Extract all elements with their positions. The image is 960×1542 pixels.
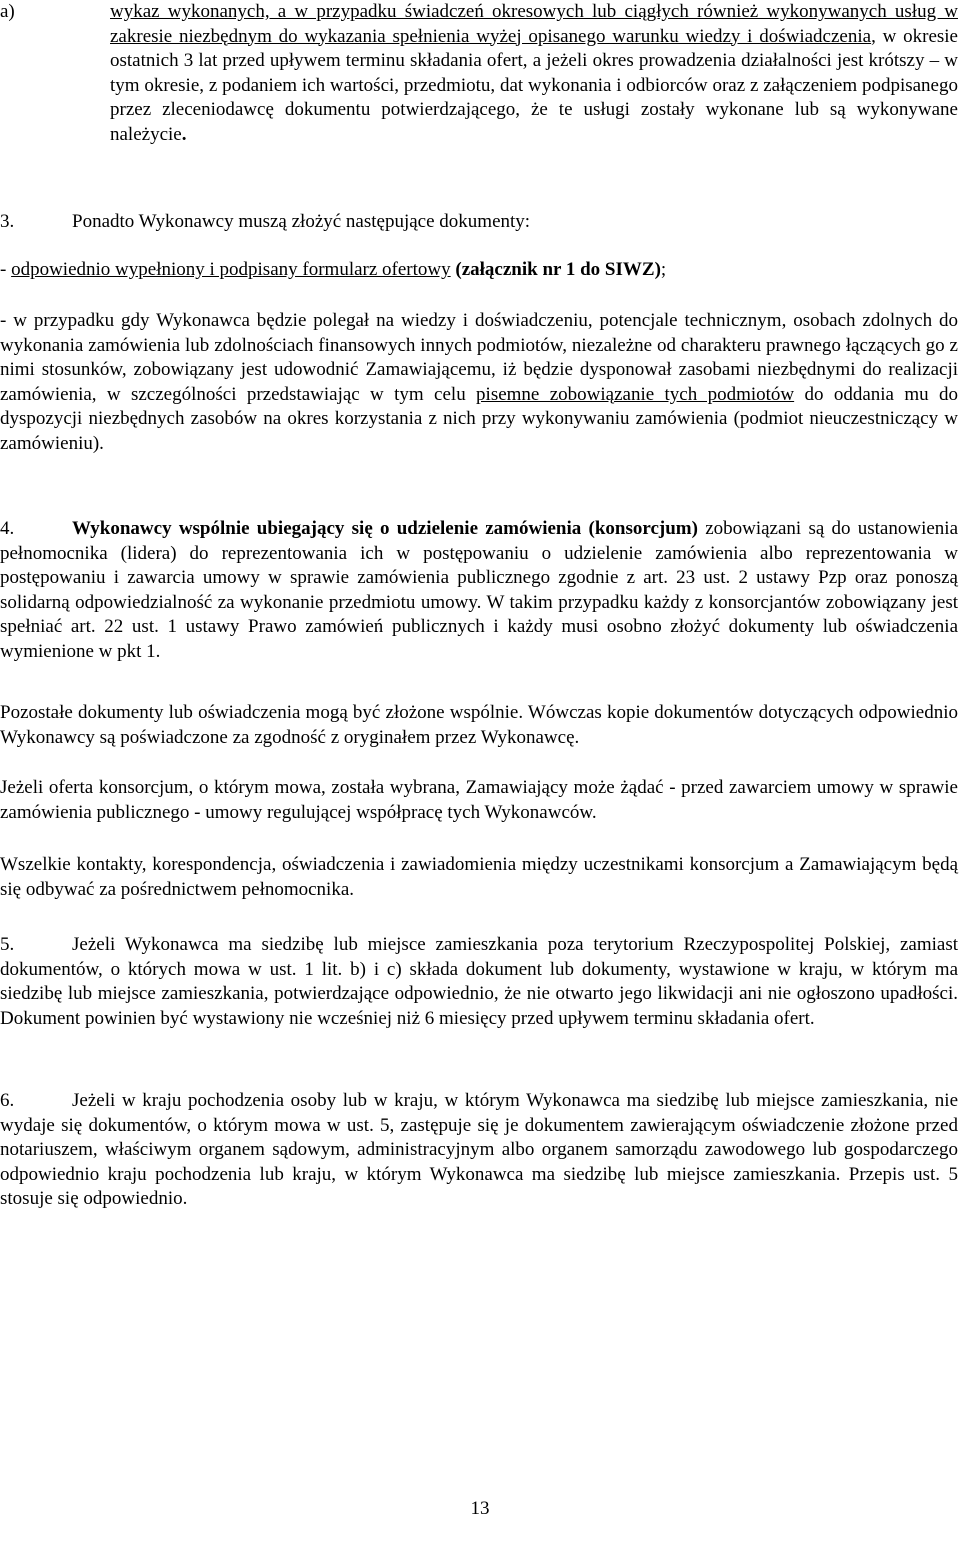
section-5-text (0, 933, 958, 1031)
section-4-bold: Wykonawcy wspólnie ubiegający się o udzielenie zamówienia (konsorcjum) (72, 518, 698, 539)
section-6 (0, 1089, 958, 1212)
item-1-underlined: odpowiednio wypełniony i podpisany formularz ofertowy (11, 259, 451, 280)
section-a-underlined: wykaz wykonanych, a w przypadku świadczeń okresowych lub ciągłych również wykonywanych usług w zakresie niezbędnym do wykazania spełnienia wyżej opisanego warunku wiedzy i doświadczenia (110, 1, 958, 47)
section-5 (0, 933, 958, 1031)
section-6-text (0, 1089, 958, 1212)
item-1-dash: - (0, 259, 12, 280)
section-4-para-3 (0, 776, 958, 825)
section-3-item-1-text (0, 258, 958, 283)
section-3-item-2-text (0, 309, 958, 457)
section-4-para-2-text: Pozostałe dokumenty lub oświadczenia mogą być złożone wspólnie. Wówczas kopie dokumentów dotyczących odpowiednio Wykonawcy są poświadczone za zgodność z oryginałem przez Wykonawcę. (0, 702, 958, 748)
section-3 (0, 210, 958, 235)
section-4-para-3-text: Jeżeli oferta konsorcjum, o którym mowa, została wybrana, Zamawiający może żądać - przed zawarciem umowy w sprawie zamówienia publicznego - umowy regulującej współpracę tych Wykonawców. (0, 777, 958, 823)
item-2-after: do oddania mu do dyspozycji niezbędnych zasobów na okres korzystania z nich przy wykonywaniu zamówienia (podmiot nieuczestniczący w zamówieniu). (0, 383, 958, 454)
section-a (0, 0, 958, 148)
section-4-para-4-text: Wszelkie kontakty, korespondencja, oświadczenia i zawiadomienia między uczestnikami konsorcjum a Zamawiającym będą się odbywać za pośrednictwem pełnomocnika. (0, 854, 958, 900)
item-2-before: - w przypadku gdy Wykonawca będzie polegał na wiedzy i doświadczeniu, potencjale technicznym, osobach zdolnych do wykonania zamówienia lub zdolnościach finansowych innych podmiotów, niezależne od charakteru prawnego łączących go z nimi stosunków, zobowiązany jest udowodnić Zamawiającemu, iż będzie dysponował zasobami niezbędnymi do realizacji zamówienia, w szczególności przedstawiając w tym celu (0, 310, 958, 405)
section-4-para-4 (0, 853, 958, 902)
section-3-number: 3. (0, 211, 15, 232)
section-4-para-1 (0, 517, 958, 665)
section-5-body: Jeżeli Wykonawca ma siedzibę lub miejsce zamieszkania poza terytorium Rzeczypospolitej Polskiej, zamiast dokumentów, o których mowa w ust. 1 lit. b) i c) składa dokument lub dokumenty, wystawione w kraju, w którym ma siedzibę lub miejsce zamieszkania, potwierdzające odpowiednio, że nie otwarto jego likwidacji ani nie ogłoszono upadłości. Dokument powinien być wystawiony nie wcześniej niż 6 miesięcy przed upływem terminu składania ofert. (0, 934, 958, 1029)
section-4-para-2 (0, 701, 958, 750)
section-3-item-1 (0, 258, 958, 283)
section-4-text: zobowiązani są do ustanowienia pełnomocnika (lidera) do reprezentowania ich w postępowaniu o udzielenie zamówienia albo reprezentowania w postępowaniu i zawarcia umowy w sprawie zamówienia publicznego zgodnie z art. 23 ust. 2 ustawy Pzp oraz ponoszą solidarną odpowiedzialność za wykonanie przedmiotu umowy. W takim przypadku każdy z konsorcjantów zobowiązany jest spełniać art. 22 ust. 1 ustawy Prawo zamówień publicznych i każdy musi osobno złożyć dokumenty lub oświadczenia wymienione w pkt 1. (0, 518, 958, 662)
item-2-underlined: pisemne zobowiązanie tych podmiotów (476, 383, 795, 405)
item-1-end: ; (660, 259, 667, 280)
section-a-rest: , w okresie ostatnich 3 lat przed upływem terminu składania ofert, a jeżeli okres prowadzenia działalności jest krótszy – w tym okresie, z podaniem ich wartości, przedmiotu, dat wykonania i odbiorców oraz z załączeniem podpisanego przez zleceniodawcę dokumentu potwierdzającego, że te usługi zostały wykonane lub są wykonywane należycie (110, 25, 958, 145)
section-a-text (110, 0, 958, 148)
section-3-item-2 (0, 309, 958, 457)
section-3-heading-text: Ponadto Wykonawcy muszą złożyć następujące dokumenty: (72, 211, 531, 232)
section-6-body: Jeżeli w kraju pochodzenia osoby lub w kraju, w którym Wykonawca ma siedzibę lub miejsce zamieszkania, nie wydaje się dokumentów, o którym mowa w ust. 5, zastępuje się je dokumentem zawierającym oświadczenie złożone przed notariuszem, właściwym organem sądowym, administracyjnym albo organem samorządu zawodowego lub gospodarczego odpowiednio kraju pochodzenia lub kraju, w którym Wykonawca ma siedzibę lub miejsce zamieszkania. Przepis ust. 5 stosuje się odpowiednio. (0, 1090, 958, 1210)
page-number: 13 (470, 1498, 490, 1519)
section-6-number: 6. (0, 1090, 15, 1111)
section-4 (0, 517, 958, 665)
section-3-heading (0, 210, 958, 235)
item-1-bold: (załącznik nr 1 do SIWZ) (455, 259, 661, 280)
section-a-end: . (181, 123, 187, 145)
section-a-label: a) (0, 1, 15, 22)
section-5-number: 5. (0, 934, 15, 955)
section-4-number: 4. (0, 518, 15, 539)
